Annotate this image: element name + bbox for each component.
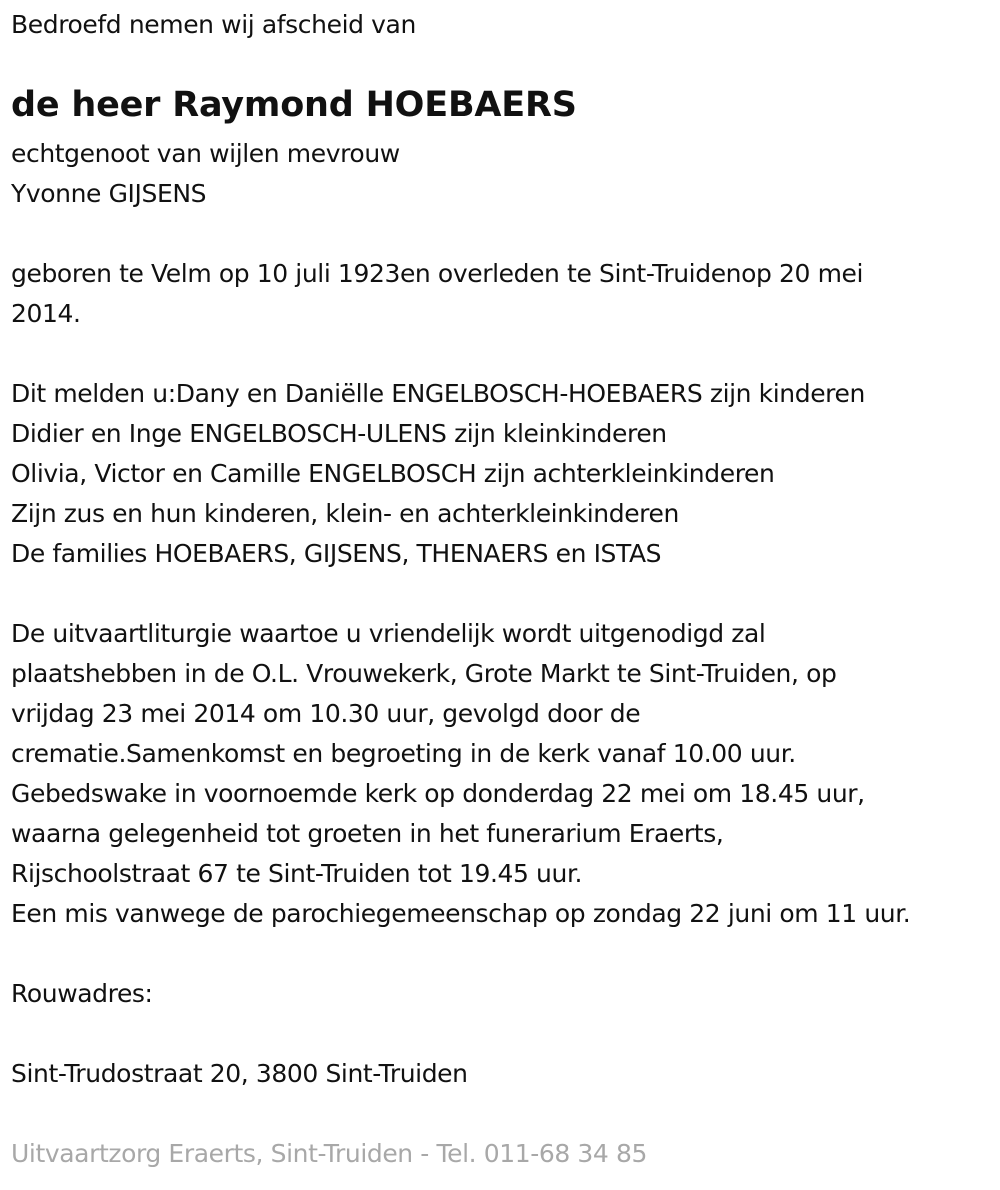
- family-line: Didier en Inge ENGELBOSCH-ULENS zijn kleinkinderen: [11, 419, 667, 448]
- service-line: Gebedswake in voornoemde kerk op donderdag 22 mei om 18.45 uur,: [11, 779, 865, 808]
- spouse-line: echtgenoot van wijlen mevrouw: [11, 139, 400, 168]
- mourning-address: Sint-Trudostraat 20, 3800 Sint-Truiden: [11, 1059, 468, 1088]
- birth-death-section: [11, 254, 863, 334]
- intro-text: Bedroefd nemen wij afscheid van: [11, 10, 416, 39]
- family-line: Zijn zus en hun kinderen, klein- en achterkleinkinderen: [11, 499, 679, 528]
- service-line: De uitvaartliturgie waartoe u vriendelijk wordt uitgenodigd zal: [11, 619, 766, 648]
- family-line: Olivia, Victor en Camille ENGELBOSCH zijn achterkleinkinderen: [11, 459, 775, 488]
- service-section: [11, 614, 910, 934]
- funeral-home-footer: Uitvaartzorg Eraerts, Sint-Truiden - Tel. 011-68 34 85: [11, 1139, 647, 1168]
- family-section: [11, 374, 865, 574]
- service-line: waarna gelegenheid tot groeten in het funerarium Eraerts,: [11, 819, 724, 848]
- deceased-name: de heer Raymond HOEBAERS: [11, 85, 577, 125]
- birth-death-line: 2014.: [11, 299, 81, 328]
- spouse-name: Yvonne GIJSENS: [11, 179, 207, 208]
- family-line: Dit melden u:Dany en Daniëlle ENGELBOSCH-HOEBAERS zijn kinderen: [11, 379, 865, 408]
- service-line: vrijdag 23 mei 2014 om 10.30 uur, gevolgd door de: [11, 699, 641, 728]
- mourning-address-label: Rouwadres:: [11, 979, 153, 1008]
- service-line: crematie.Samenkomst en begroeting in de kerk vanaf 10.00 uur.: [11, 739, 796, 768]
- spouse-section: [11, 134, 400, 214]
- birth-death-line: geboren te Velm op 10 juli 1923en overleden te Sint-Truidenop 20 mei: [11, 259, 864, 288]
- service-line: Rijschoolstraat 67 te Sint-Truiden tot 19.45 uur.: [11, 859, 583, 888]
- family-line: De families HOEBAERS, GIJSENS, THENAERS en ISTAS: [11, 539, 662, 568]
- service-line: Een mis vanwege de parochiegemeenschap op zondag 22 juni om 11 uur.: [11, 899, 911, 928]
- service-line: plaatshebben in de O.L. Vrouwekerk, Grote Markt te Sint-Truiden, op: [11, 659, 837, 688]
